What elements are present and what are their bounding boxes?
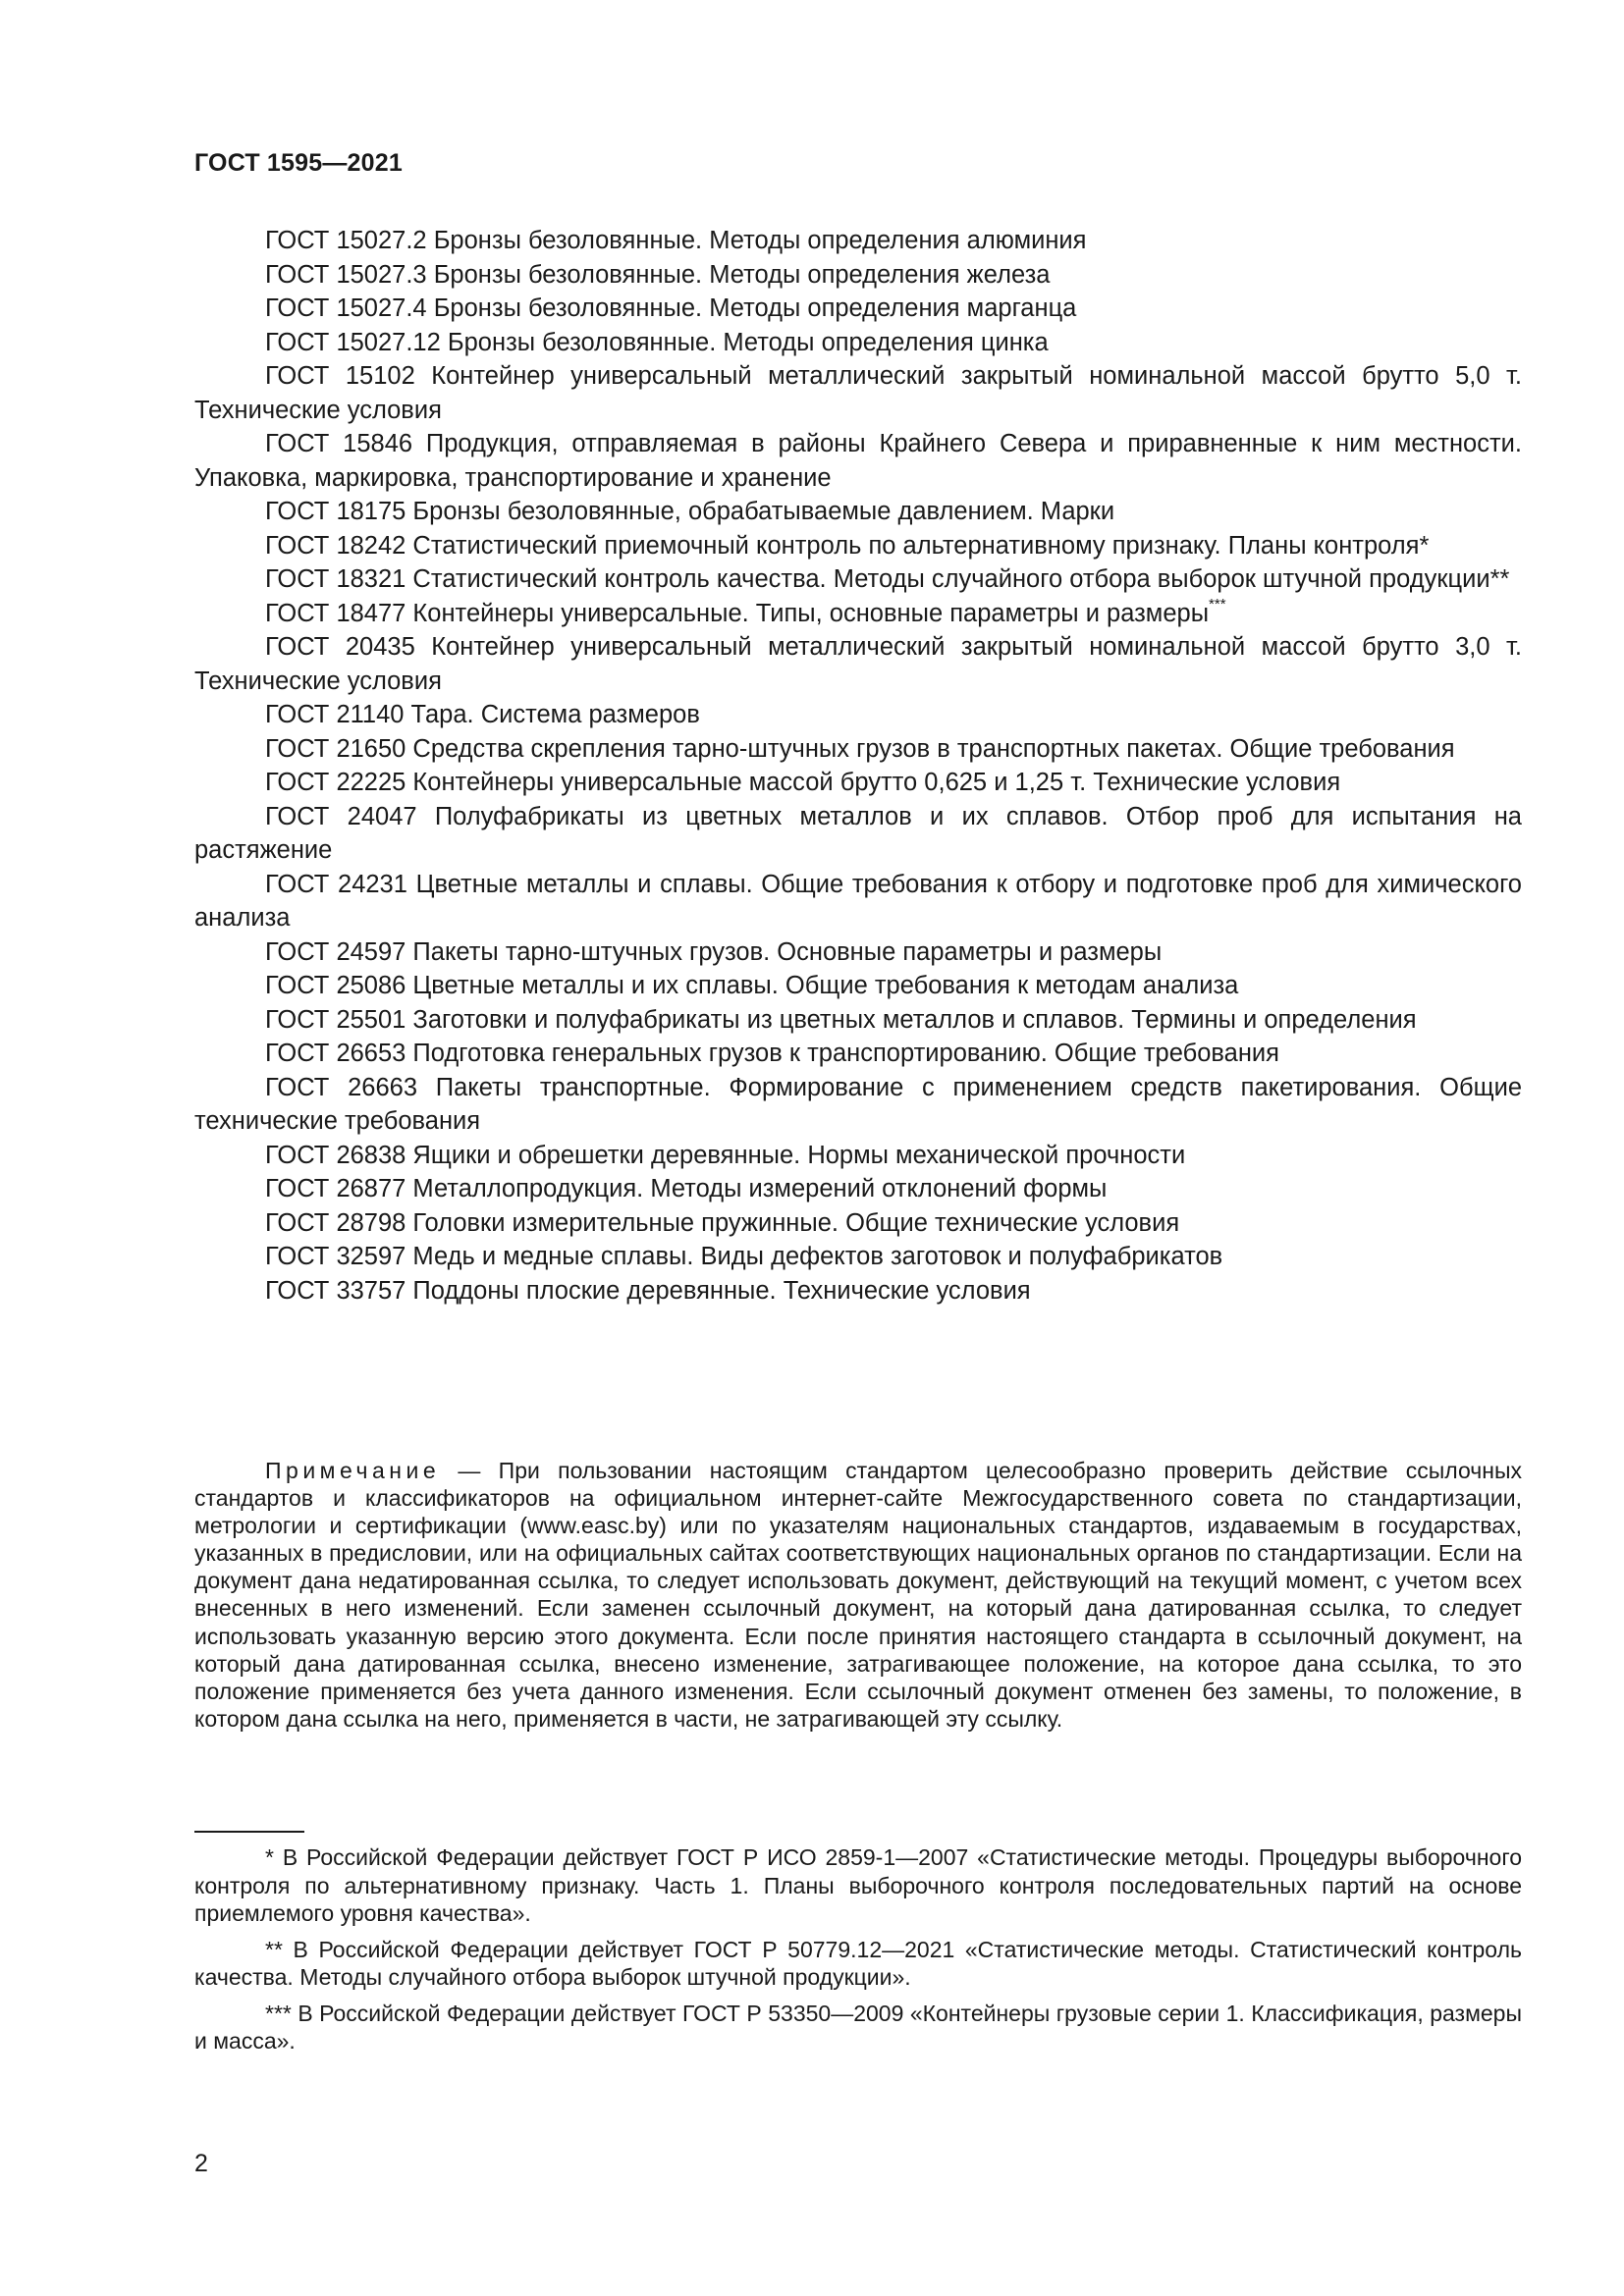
reference-item: ГОСТ 26663 Пакеты транспортные. Формирование с применением средств пакетирования. Общие технические требования [194,1073,1522,1135]
reference-item: ГОСТ 32597 Медь и медные сплавы. Виды дефектов заготовок и полуфабрикатов [265,1243,1223,1270]
reference-item: ГОСТ 18321 Статистический контроль качества. Методы случайного отбора выборок штучной продукции** [265,565,1510,593]
reference-item: ГОСТ 15846 Продукция, отправляемая в районы Крайнего Севера и приравненные к ним местности. Упаковка, маркировка, транспортирование и хранение [194,430,1522,492]
reference-item: ГОСТ 26653 Подготовка генеральных грузов к транспортированию. Общие требования [265,1040,1279,1067]
reference-item: ГОСТ 21650 Средства скрепления тарно-штучных грузов в транспортных пакетах. Общие требования [265,734,1455,763]
footnote-separator [194,1831,304,1833]
page-number: 2 [194,2150,208,2177]
reference-item: ГОСТ 22225 Контейнеры универсальные массой брутто 0,625 и 1,25 т. Технические условия [265,769,1341,796]
footnote-item: ** В Российской Федерации действует ГОСТ Р 50779.12—2021 «Статистические методы. Статистический контроль качества. Методы случайного отбора выборок штучной продукции». [194,1936,1522,1990]
note-paragraph [194,1457,1522,1733]
reference-item: ГОСТ 20435 Контейнер универсальный металлический закрытый номинальной массой брутто 3,0 т. Технические условия [194,633,1522,695]
reference-item: ГОСТ 18477 Контейнеры универсальные. Типы, основные параметры и размеры*** [265,596,1226,627]
reference-item: ГОСТ 18242 Статистический приемочный контроль по альтернативному признаку. Планы контроля* [265,531,1430,560]
reference-item: ГОСТ 24597 Пакеты тарно-штучных грузов. Основные параметры и размеры [265,937,1163,966]
reference-item: ГОСТ 25086 Цветные металлы и их сплавы. Общие требования к методам анализа [265,972,1239,999]
reference-item: ГОСТ 18175 Бронзы безоловянные, обрабатываемые давлением. Марки [265,498,1115,525]
reference-item: ГОСТ 26877 Металлопродукция. Методы измерений отклонений формы [265,1175,1108,1202]
reference-item: ГОСТ 15027.3 Бронзы безоловянные. Методы определения железа [265,260,1051,289]
reference-item: ГОСТ 33757 Поддоны плоские деревянные. Технические условия [265,1276,1031,1305]
reference-item: ГОСТ 25501 Заготовки и полуфабрикаты из цветных металлов и сплавов. Термины и определения [265,1005,1417,1034]
footnotes-list [194,1843,1522,2063]
reference-item: ГОСТ 15027.4 Бронзы безоловянные. Методы определения марганца [265,294,1077,322]
reference-item: ГОСТ 15027.2 Бронзы безоловянные. Методы определения алюминия [265,227,1087,254]
note-text: — При пользовании настоящим стандартом целесообразно проверить действие ссылочных стандартов и классификаторов на официальном интернет-сайте Межгосударственного совета по стандартизации, метрологии и сертификации (www.easc.by) или по указателям национальных стандартов, издаваемым в государствах, указанных в предисловии, или на официальных сайтах соответствующих национальных органов по стандартизации. Если на документ дана недатированная ссылка, то следует использовать документ, действующий на текущий момент, с учетом всех внесенных в него изменений. Если заменен ссылочный документ, на который дана датированная ссылка, то следует использовать указанную версию этого документа. Если после принятия настоящего стандарта в ссылочный документ, на который дана датированная ссылка, внесено изменение, затрагивающее положение, на которое дана ссылка, то это положение применяется без учета данного изменения. Если ссылочный документ отменен без замены, то положение, в котором дана ссылка на него, применяется в части, не затрагивающей эту ссылку. [194,1458,1522,1732]
footnote-item: *** В Российской Федерации действует ГОСТ Р 53350—2009 «Контейнеры грузовые серии 1. Классификация, размеры и масса». [194,2000,1522,2054]
normative-references-list [194,224,1522,1308]
reference-item: ГОСТ 21140 Тара. Система размеров [265,701,700,728]
reference-item: ГОСТ 15102 Контейнер универсальный металлический закрытый номинальной массой брутто 5,0 т. Технические условия [194,362,1522,424]
footnote-item: * В Российской Федерации действует ГОСТ Р ИСО 2859-1—2007 «Статистические методы. Процедуры выборочного контроля по альтернативному признаку. Часть 1. Планы выборочного контроля последовательных партий на основе приемлемого уровня качества». [194,1844,1522,1926]
reference-item: ГОСТ 24047 Полуфабрикаты из цветных металлов и их сплавов. Отбор проб для испытания на растяжение [194,802,1522,864]
footnote-marker: *** [1209,596,1226,613]
reference-item: ГОСТ 24231 Цветные металлы и сплавы. Общие требования к отбору и подготовке проб для химического анализа [194,870,1522,932]
reference-item: ГОСТ 15027.12 Бронзы безоловянные. Методы определения цинка [265,328,1049,356]
document-header-id: ГОСТ 1595—2021 [194,149,403,177]
note-label: Примечание [265,1458,441,1483]
reference-item: ГОСТ 26838 Ящики и обрешетки деревянные. Нормы механической прочности [265,1141,1186,1169]
reference-item: ГОСТ 28798 Головки измерительные пружинные. Общие технические условия [265,1208,1180,1237]
